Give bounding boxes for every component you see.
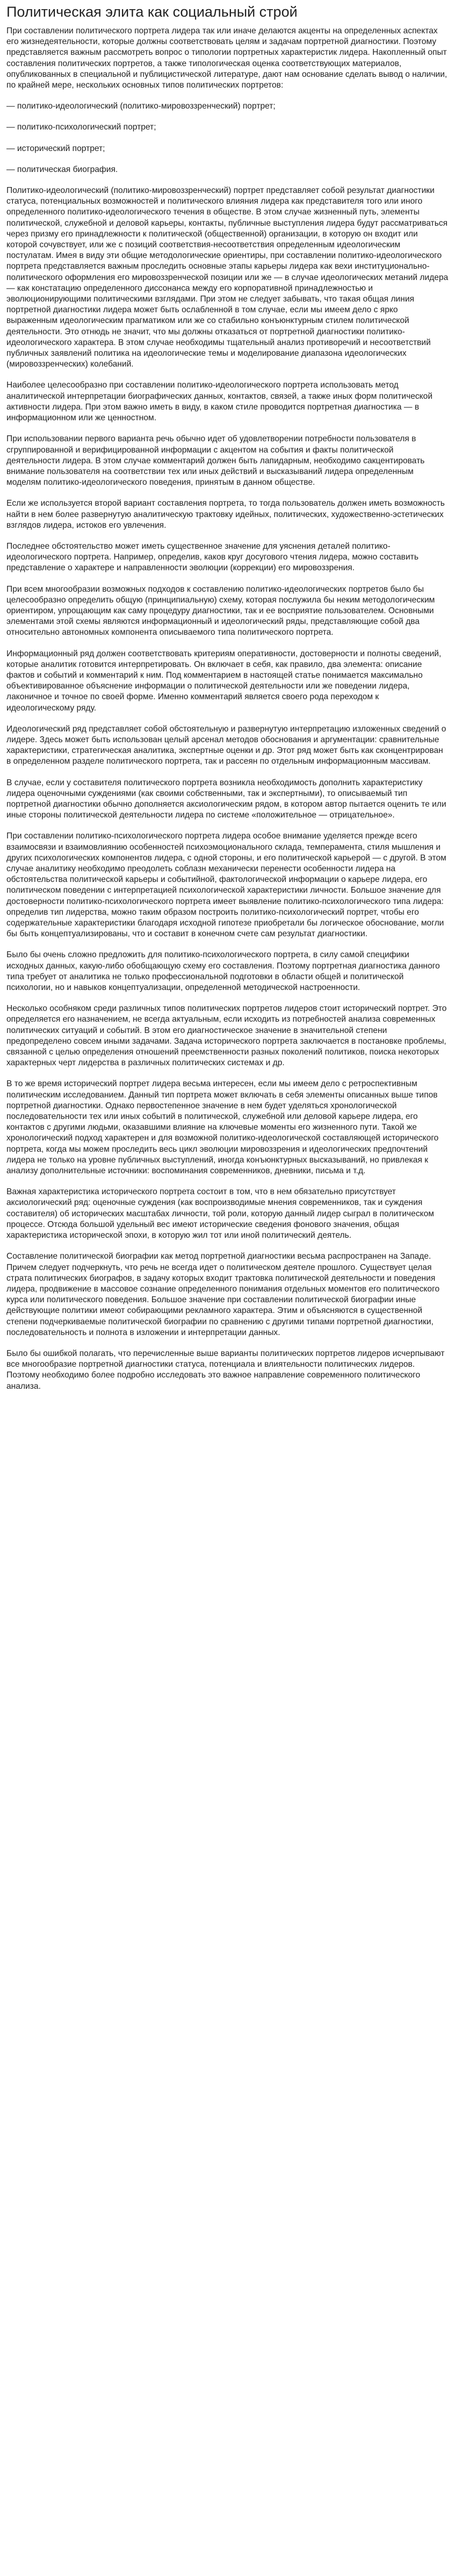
article-body (6, 26, 449, 1392)
paragraph: Последнее обстоятельство может иметь существенное значение для уяснения деталей политико-идеологического портрета. Например, определив, каков круг досугового чтения лидера, можно составить представление о характере и направленности эволюции (коррекции) его мировоззрения. (6, 541, 418, 573)
list-item-historical: — исторический портрет; (6, 143, 105, 153)
list-item-psychological: — политико-психологический портрет; (6, 123, 156, 132)
paragraph: Важная характеристика исторического портрета состоит в том, что в нем обязательно присутствует аксиологический ряд: оценочные суждения (как воспроизводимые мнения современников, так и суждения составителя) об исторических масштабах личности, той роли, которую данный лидер сыграл в политическом процессе. Отсюда большой удельный вес имеют исторические сведения фонового значения, общая характеристика исторической эпохи, в которую жил тот или иной политический деятель. (6, 1187, 435, 1240)
paragraph: При всем многообразии возможных подходов к составлению политико-идеологических портретов было бы целесообразно определить общую (принципиальную) схему, которая послужила бы неким методологическим ориентиром, упрощающим как саму процедуру диагностики, так и ее восприятие пользователем. Основными элементами этой схемы являются информационный и идеологический ряды, представляющие собой два относительно автономных компонента описываемого типа политического портрета. (6, 584, 435, 637)
list-item-biography: — политическая биография. (6, 164, 118, 174)
paragraph: При составлении политико-психологического портрета лидера особое внимание уделяется прежде всего взаимосвязи и взаимовлиянию особенностей психоэмоционального склада, темперамента, стиля мышления и других психологических компонентов лидера, с одной стороны, и его политической карьерой — с другой. В этом случае аналитику необходимо преодолеть соблазн механически перенести особенности лидера на обстоятельства политической карьеры и событийной, фактологической информации о карьере лидера, его политическом поведении с интерпретацией психологической характеристики личности. Большое значение для достоверности политико-психологического портрета имеет выявление политико-психологического типа лидера: определив тип лидерства, можно таким образом построить политико-психологический портрет, чтобы его содержательные характеристики благодаря исходной гипотезе приобретали бы логическое обоснование, могли бы быть концептуализированы, что и составит в конечном счете сам результат диагностики. (6, 831, 446, 939)
paragraph: Информационный ряд должен соответствовать критериям оперативности, достоверности и полноты сведений, которые аналитик готовится интерпретировать. Он включает в себя, как правило, два элемента: описание фактов и событий и комментарий к ним. Под комментарием в настоящей статье понимается максимально объективированное объяснение информации о политической деятельности или же поведении лидера, лаконичное и точное по своей форме. Именно комментарий является своего рода переходом к идеологическому ряду. (6, 649, 442, 713)
paragraph-intro: При составлении политического портрета лидера так или иначе делаются акценты на определенных аспектах его жизнедеятельности, которые должны соответствовать целям и задачам портретной диагностики. Поэтому представляется важным рассмотреть вопрос о типологии портретных характеристик лидера. Накопленный опыт составления политических портретов, а также типологическая оценка соответствующих материалов, опубликованных в специальной и публицистической литературе, дают нам основание сделать вывод о наличии, по крайней мере, нескольких основных типов политических портретов: (6, 26, 447, 90)
paragraph: В то же время исторический портрет лидера весьма интересен, если мы имеем дело с ретроспективным политическим исследованием. Данный тип портрета может включать в себя элементы описанных выше типов портретной диагностики. Однако первостепенное значение в нем будет уделяться хронологической последовательности тех или иных событий в политической, служебной или деловой карьере лидера, его контактов с другими людьми, оказавшими влияние на ключевые моменты его жизненного пути. Такой же хронологический подход характерен и для возможной политико-идеологической составляющей исторического портрета, когда мы можем проследить весь цикл эволюции мировоззрения и идеологических предпочтений лидера не только на уровне публичных выступлений, иногда конъюнктурных высказываний, но привлекая к анализу дополнительные источники: воспоминания современников, дневники, письма и т.д. (6, 1079, 439, 1176)
list-item-ideological: — политико-идеологический (политико-мировоззренческий) портрет; (6, 102, 276, 111)
paragraph: Было бы ошибкой полагать, что перечисленные выше варианты политических портретов лидеров исчерпывают все многообразие портретной диагностики статуса, потенциала и влиятельности политических лидеров. Поэтому необходимо более подробно исследовать это важное направление современного политического анализа. (6, 1348, 445, 1391)
paragraph: Если же используется второй вариант составления портрета, то тогда пользователь должен иметь возможность найти в нем более развернутую аналитическую трактовку идейных, политических, художественно-эстетических взглядов лидера, истоков его увлечения. (6, 499, 445, 530)
paragraph: Политико-идеологический (политико-мировоззренческий) портрет представляет собой результат диагностики статуса, потенциальных возможностей и политического влияния лидера как представителя того или иного определенного политико-идеологического течения в обществе. В этом случае жизненный путь, элементы политической, служебной и деловой карьеры, контакты, публичные выступления лидера будут рассматриваться через призму его принадлежности к политической (общественной) организации, в которую он входит или которой сочувствует, или же с позиций соответствия-несоответствия определенным идеологическим постулатам. Имея в виду эти общие методологические ориентиры, при составлении политико-идеологического портрета представляется важным проследить основные этапы карьеры лидера как вехи институционально-политического оформления его мировоззренческой позиции или же — в случае идеологических метаний лидера — как констатацию определенного диссонанса между его корпоративной принадлежностью и эволюционирующими политическими взглядами. При этом не следует забывать, что такая общая линия портретной диагностики лидера может быть ослабленной в том случае, если мы имеем дело с ярко выраженным идеологическим прагматиком или же со стабильно конъюнктурным стилем политической деятельности. Это отнюдь не значит, что мы должны отказаться от портретной диагностики политико-идеологического характера. В этом случае необходимы тщательный анализ противоречий и несоответствий публичных заявлений политика на идеологические темы и моделирование диапазона идеологических (мировоззренческих) колебаний. (6, 186, 449, 369)
paragraph: Составление политической биографии как метод портретной диагностики весьма распространен на Западе. Причем следует подчеркнуть, что речь не всегда идет о политическом деятеле прошлого. Существует целая страта политических биографов, в задачу которых входит трактовка политической деятельности и поведения лидера, продвижение в массовое сознание определенного понимания отдельных моментов его политического курса или политического поведения. Большое значение при составлении политической биографии иные действующие политики имеют собирающими рекламного характера. Этим и объясняются в существенной степени подчеркиваемые политической биографии по сравнению с другими типами портретной диагностики, последовательность и полнота в изложении и интерпретации данных. (6, 1252, 440, 1337)
article-title: Политическая элита как социальный строй (6, 4, 298, 20)
paragraph: Было бы очень сложно предложить для политико-психологического портрета, в силу самой специфики исходных данных, какую-либо обобщающую схему его составления. Поэтому портретная диагностика данного типа требует от аналитика не только профессиональной подготовки в области общей и политической психологии, но и навыков концептуализации, определенной методической настроенности. (6, 950, 440, 993)
paragraph: Идеологический ряд представляет собой обстоятельную и развернутую интерпретацию изложенных сведений о лидере. Здесь может быть использован целый арсенал методов обоснования и аргументации: сравнительные характеристики, стратегическая аналитика, экспертные оценки и др. Этот ряд может быть как сконцентрирован в определенном разделе политического портрета, так и рассеян по отдельным информационным массивам. (6, 724, 446, 766)
paragraph: В случае, если у составителя политического портрета возникла необходимость дополнить характеристику лидера оценочными суждениями (как своими собственными, так и экспертными), то описываемый тип портретной диагностики обычно дополняется аксиологическим рядом, в котором автор пытается оценить те или иные стороны политической деятельности лидера по системе «положительное — отрицательное». (6, 778, 446, 820)
paragraph: Несколько особняком среди различных типов политических портретов лидеров стоит исторический портрет. Это определяется его назначением, не всегда актуальным, если исходить из потребностей анализа современных политических ситуаций и событий. В этом его диагностическое значение в значительной степени предопределено совсем иными задачами. Задача исторического портрета заключается в постановке проблемы, связанной с целью определения отношений преемственности разных поколений политиков, поиска некоторых характерных черт лидерства в различных политических системах и др. (6, 1004, 447, 1068)
paragraph: При использовании первого варианта речь обычно идет об удовлетворении потребности пользователя в сгруппированной и верифицированной информации с акцентом на события и факты политической деятельности лидера. В этом случае комментарий должен быть лапидарным, необходимо сакцентировать внимание пользователя на соответствии тех или иных действий и высказываний лидера определенным моделям политико-идеологического поведения, принятым в данном обществе. (6, 434, 425, 487)
paragraph: Наиболее целесообразно при составлении политико-идеологического портрета использовать метод аналитической интерпретации биографических данных, контактов, связей, а также иных форм политической активности лидера. При этом важно иметь в виду, в каком стиле проводится портретная диагностика — в информационном или же ценностном. (6, 381, 433, 423)
